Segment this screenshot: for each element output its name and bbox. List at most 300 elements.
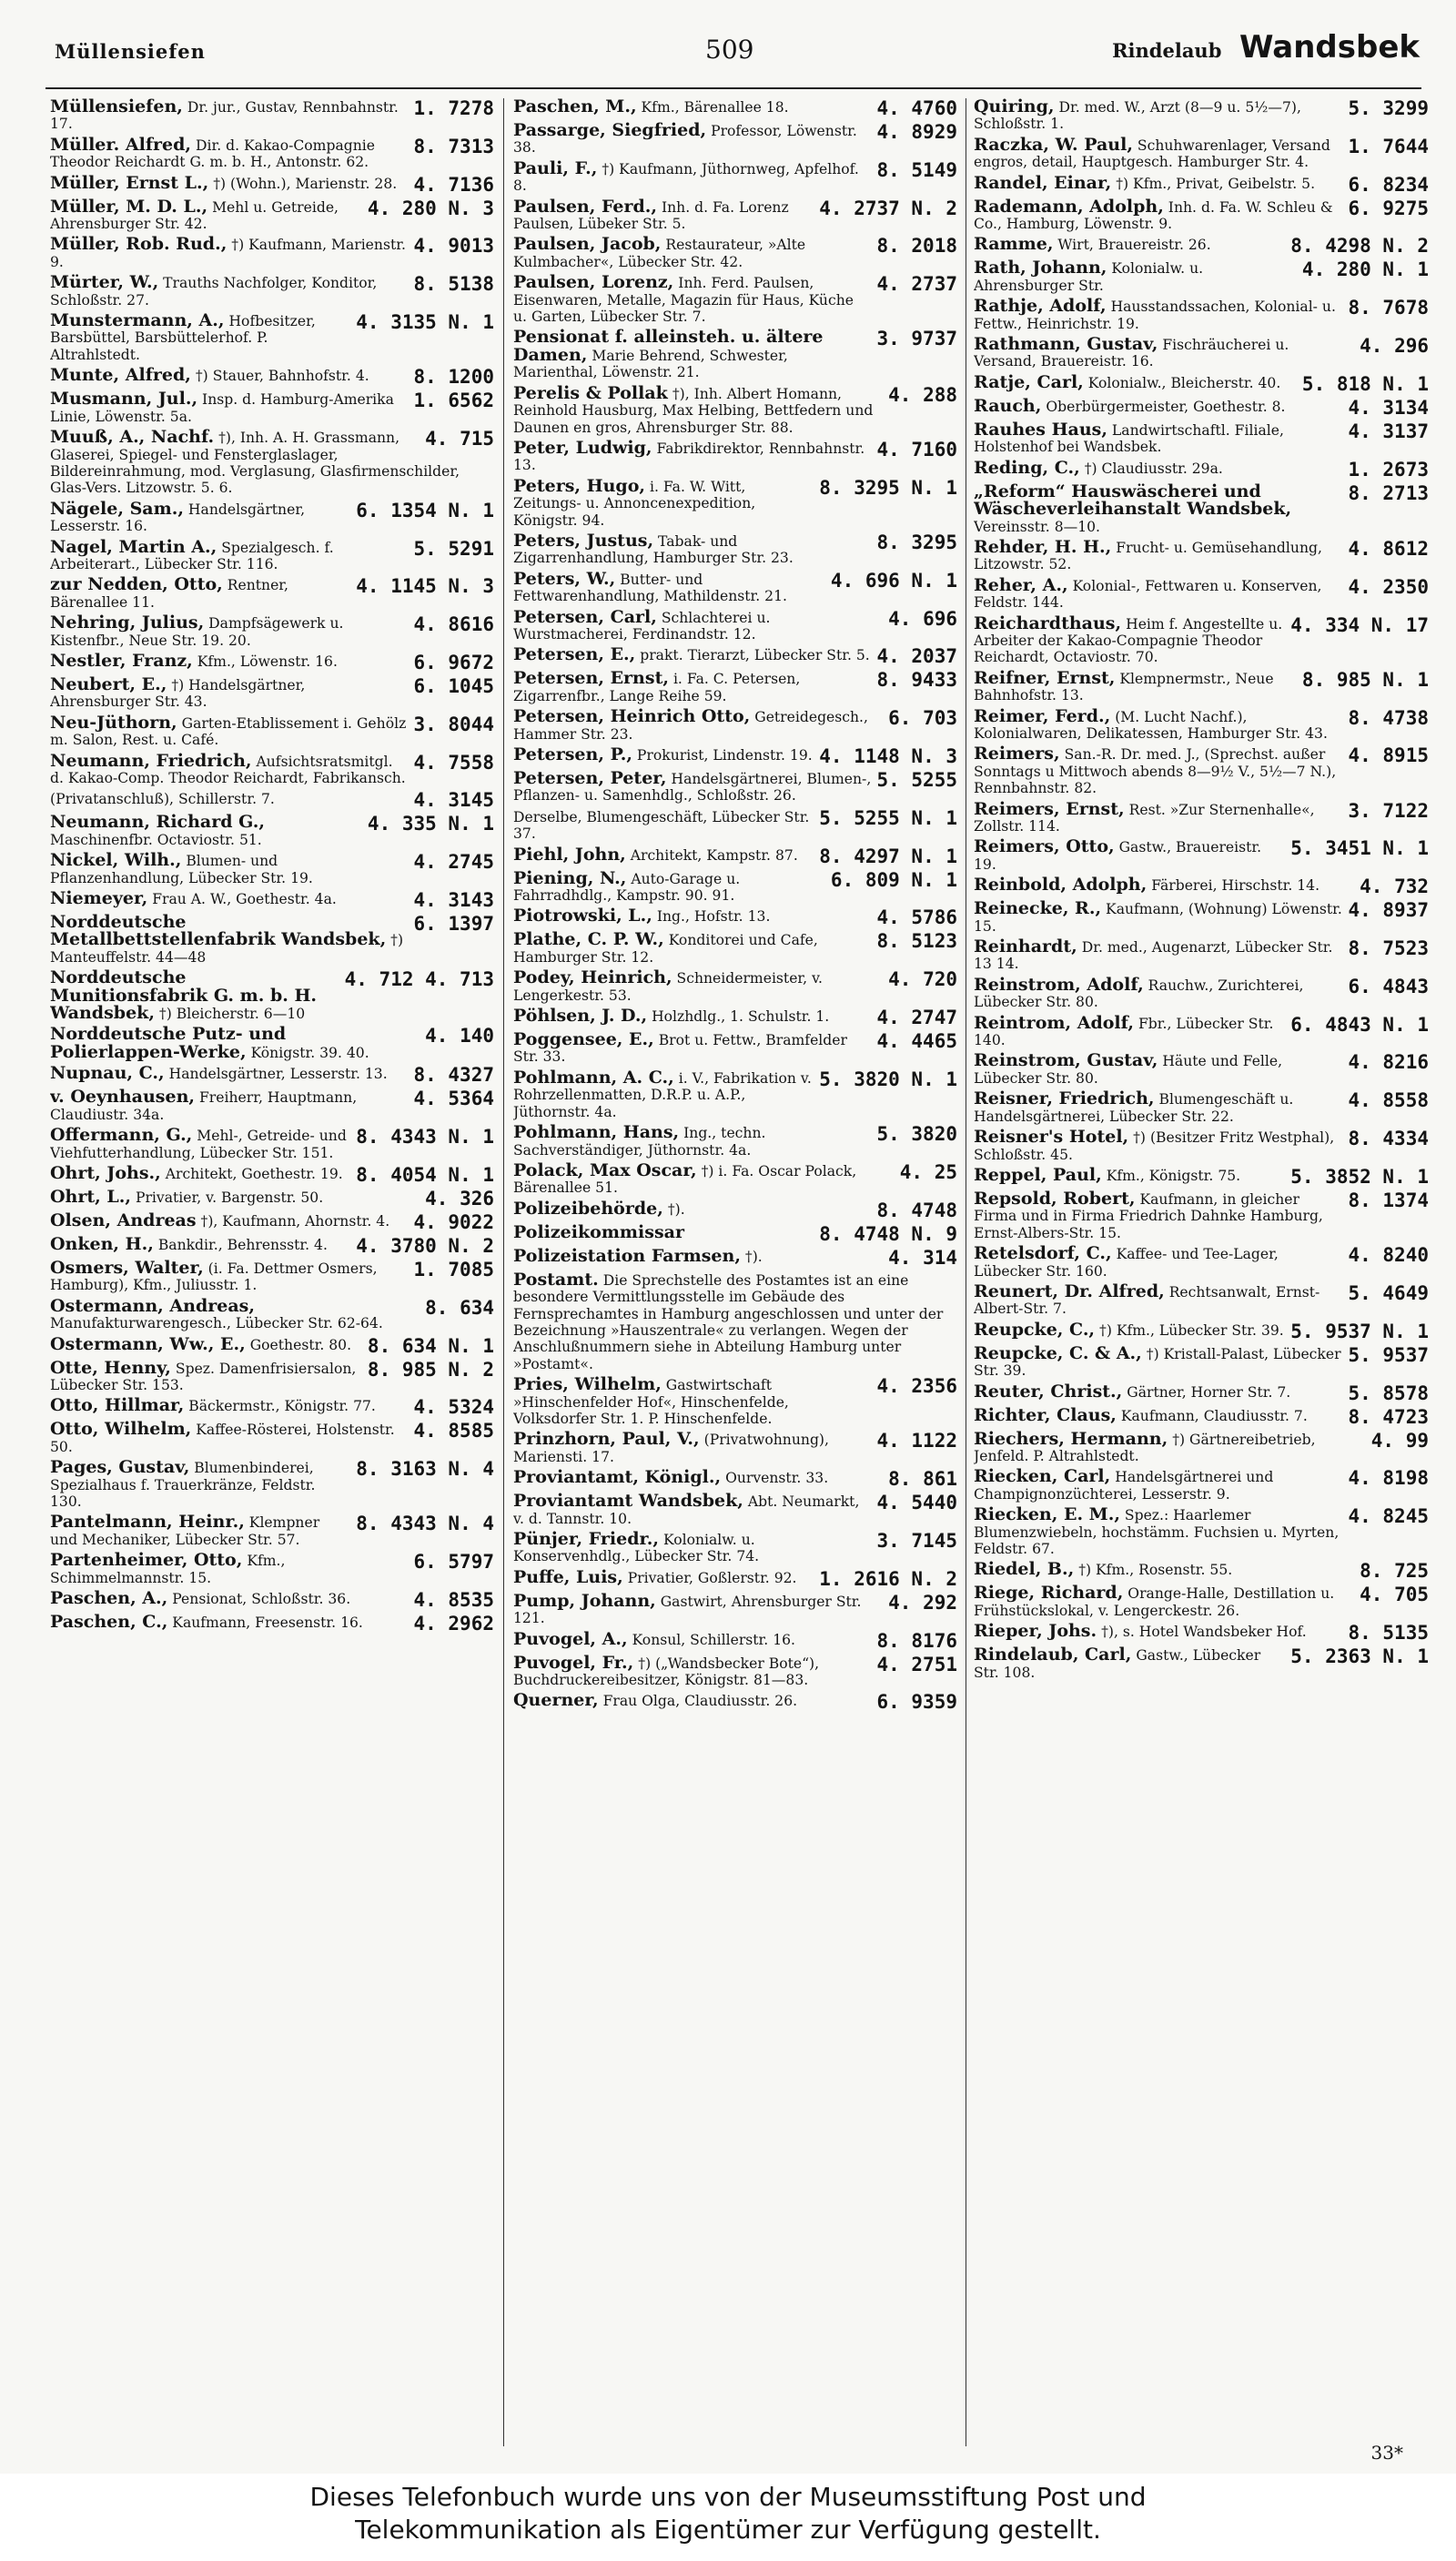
subscriber-name: Müller, Rob. Rud., [50,234,228,255]
directory-entry [50,1614,494,1634]
subscriber-details: Privatier, v. Bargenstr. 50. [135,1189,324,1206]
phone-number: 4. 8558 [1348,1089,1429,1112]
directory-entry [50,1513,494,1548]
phone-number: 4. 334 N. 17 [1290,613,1429,636]
subscriber-name: Reifner, Ernst, [974,667,1116,688]
subscriber-name: Riecken, Carl, [974,1466,1111,1487]
phone-number: 8. 1374 [1348,1189,1429,1211]
directory-entry [50,367,494,387]
subscriber-name: Neumann, Friedrich, [50,750,252,771]
directory-entry [974,336,1429,370]
directory-entry [50,969,494,1022]
directory-entry [513,475,957,529]
subscriber-name: Peter, Ludwig, [513,437,652,458]
directory-entry [513,274,957,325]
directory-entry [50,1233,494,1257]
directory-entry [513,1493,957,1527]
directory-entry [50,576,494,611]
subscriber-name: Müller, M. D. L., [50,196,208,217]
subscriber-details: Dir. d. Kakao-Compagnie Theodor Reichardt G. m. b. H., Antonstr. 62. [50,137,375,171]
subscriber-details: Handelsgärtner, Lesserstr. 16. [50,501,306,535]
signature-mark: 33* [1370,2442,1403,2464]
phone-number: 5. 5291 [413,537,494,560]
header-last-entry: Rindelaub [1112,39,1222,62]
subscriber-name: Reunert, Dr. Alfred, [974,1280,1165,1301]
phone-number: 4. 732 [1360,876,1429,898]
subscriber-details: (Privatanschluß), Schillerstr. 7. [50,791,275,808]
subscriber-details: Schuhwarenlager, Versand engros, detail, Hauptgesch. Hamburger Str. 4. [974,137,1330,171]
directory-entry [50,814,494,848]
subscriber-details: Rauchw., Zurichterei, Lübecker Str. 80. [974,977,1304,1011]
phone-number: 8. 2713 [1348,481,1429,504]
phone-number: 1. 7278 [413,98,494,119]
directory-entry [50,914,494,966]
phone-number: 8. 5135 [1348,1622,1429,1645]
subscriber-details: Rest. »Zur Sternenhalle«, Zollstr. 114. [974,801,1315,835]
directory-entry [513,1221,957,1245]
directory-entry [513,568,957,605]
subscriber-details: Kolonial-, Fettwaren u. Konserven, Feldstr. 144. [974,577,1322,612]
subscriber-name: Pohlmann, Hans, [513,1122,680,1143]
subscriber-name: Reimers, Otto, [974,836,1115,857]
directory-entry [513,846,957,866]
directory-entry [50,852,494,886]
subscriber-details: Butter- und Fettwarenhandlung, Mathildenstr. 21. [513,571,787,605]
subscriber-details: Fabrikdirektor, Rennbahnstr. 13. [513,440,865,474]
directory-entry [50,429,494,497]
subscriber-name: Polack, Max Oscar, [513,1159,697,1180]
subscriber-name: Rindelaub, Carl, [974,1645,1132,1665]
subscriber-details: Frau A. W., Goethestr. 4a. [152,891,337,908]
subscriber-details: Blumenbinderei, Spezialhaus f. Trauerkränze, Feldstr. 130. [50,1460,316,1510]
directory-entry [513,670,957,704]
directory-entry [974,667,1429,704]
phone-number: 4. 705 [1360,1584,1429,1606]
archive-notice [0,2474,1456,2561]
directory-entry [513,329,957,380]
directory-entry [974,259,1429,294]
subscriber-name: Reisner, Friedrich, [974,1088,1155,1109]
subscriber-details: Gastw., Lübecker Str. 108. [974,1647,1261,1681]
directory-entry [513,1031,957,1066]
subscriber-name: Passarge, Siegfried, [513,120,707,140]
subscriber-name: Reupcke, C. & A., [974,1342,1142,1363]
phone-number: 6. 1045 [413,674,494,697]
subscriber-name: Poggensee, E., [513,1029,654,1050]
directory-entry [974,705,1429,743]
subscriber-name: Reisner's Hotel, [974,1127,1129,1148]
subscriber-name: Peters, W., [513,568,616,589]
phone-number: 4. 8240 [1348,1244,1429,1267]
phone-number: 3. 8044 [413,713,494,735]
phone-number: 5. 5255 [876,769,957,791]
header-running-head: Müllensiefen [55,40,206,63]
subscriber-name: Neubert, E., [50,673,167,694]
subscriber-details: †) i. Fa. Oscar Polack, Bärenallee 51. [513,1162,857,1197]
subscriber-details: †) Kfm., Rosenstr. 55. [1078,1562,1233,1579]
phone-number: 4. 715 [425,428,494,450]
subscriber-name: Paulsen, Ferd., [513,196,658,217]
phone-number: 4. 2037 [876,645,957,668]
subscriber-details: Kolonialw. u. Ahrensburger Str. [974,260,1204,294]
subscriber-details: †), Inh. A. H. Grassmann, Glaserei, Spiegel- und Fensterglaslager, Bildereinrahmung, mod. Verglasung, Glasfirmenschilder, Glas-Vers. Litzowstr. 5. 6. [50,430,460,497]
subscriber-name: Petersen, Ernst, [513,668,669,689]
subscriber-details: Wirt, Brauereistr. 26. [1057,237,1211,254]
directory-entry [974,1468,1429,1503]
subscriber-details: Kaufmann, Claudiusstr. 7. [1120,1407,1308,1424]
subscriber-details: Fbr., Lübecker Str. 140. [974,1015,1274,1049]
directory-entry [974,1428,1429,1465]
phone-number: 8. 861 [888,1468,957,1491]
directory-entry [50,1552,494,1586]
directory-entry [974,1012,1429,1049]
phone-number: 3. 9737 [876,328,957,350]
subscriber-name: Piotrowski, L., [513,906,652,926]
subscriber-name: Nickel, Wilh., [50,850,182,871]
directory-entry [513,1652,957,1689]
subscriber-name: Reinbold, Adolph, [974,875,1148,896]
directory-entry [50,673,494,711]
phone-number: 4. 8245 [1348,1505,1429,1528]
phone-number: 4. 696 N. 1 [830,569,957,592]
subscriber-name: Nagel, Martin A., [50,536,217,557]
subscriber-details: Frau Olga, Claudiusstr. 26. [602,1693,798,1710]
phone-number: 4. 2747 [876,1007,957,1029]
phone-number: 1. 7644 [1348,135,1429,157]
phone-number: 4. 7160 [876,438,957,461]
subscriber-details: Landwirtschaftl. Filiale, Holstenhof bei Wandsbek. [974,421,1284,456]
phone-number: 5. 9537 N. 1 [1290,1320,1429,1342]
subscriber-name: Ostermann, Andreas, [50,1295,255,1316]
phone-number: 4. 5324 [413,1396,494,1419]
directory-entry [50,198,494,233]
directory-entry [50,172,494,196]
subscriber-details: Privatier, Goßlerstr. 92. [627,1569,797,1586]
subscriber-details: Auto-Garage u. Fahrradhdlg., Kampstr. 90. 91. [513,870,741,905]
phone-number: 8. 4297 N. 1 [819,845,957,867]
subscriber-details: †), Inh. Albert Homann, Reinhold Hausburg, Max Helbing, Bettfedern und Daunen en gros, Ahrensburger Str. 88. [513,385,874,436]
subscriber-details: Derselbe, Blumengeschäft, Lübecker Str. 37. [513,808,810,843]
subscriber-name: Puffe, Luis, [513,1566,623,1587]
directory-entry [974,938,1429,973]
phone-number: 4. 25 [899,1160,957,1183]
phone-number: 4. 7136 [413,173,494,196]
phone-number: 4. 292 [888,1591,957,1614]
directory-entry [50,1127,494,1161]
directory-entry [513,931,957,966]
phone-number: 6. 1354 N. 1 [356,499,494,521]
subscriber-details: (Privatwohnung), Mariensti. 17. [513,1432,829,1465]
subscriber-name: Ohrt, Johs., [50,1162,161,1183]
phone-number: 4. 280 N. 3 [367,197,494,219]
subscriber-details: Kfm., Schimmelmannstr. 15. [50,1553,286,1586]
directory-entry [50,536,494,573]
phone-number: 5. 2363 N. 1 [1290,1645,1429,1668]
subscriber-name: Otto, Hillmar, [50,1395,185,1416]
subscriber-details: Kfm., Löwenstr. 16. [197,653,338,670]
phone-number: 8. 4738 [1348,706,1429,729]
subscriber-name: Nestler, Franz, [50,650,193,671]
subscriber-details: Inh. Ferd. Paulsen, Eisenwaren, Metalle, Magazin für Haus, Küche u. Garten, Lübecker Str. 7. [513,275,854,326]
page-header [55,27,1420,82]
subscriber-name: Querner, [513,1690,599,1711]
directory-entry [513,770,957,805]
subscriber-details: Dr. med., Augenarzt, Lübecker Str. 13 14. [974,939,1333,973]
subscriber-name: Pünjer, Friedr., [513,1529,659,1549]
subscriber-name: Riedel, B., [974,1559,1075,1580]
subscriber-name: Petersen, Carl, [513,606,657,627]
subscriber-name: Reuter, Christ., [974,1381,1123,1402]
directory-entry [974,421,1429,456]
archive-notice-line-2: Telekommunikation als Eigentümer zur Verfügung gestellt. [355,2515,1101,2545]
subscriber-name: Pages, Gustav, [50,1457,190,1478]
subscriber-details: Professor, Löwenstr. 38. [513,123,857,157]
directory-entry [974,1404,1429,1428]
directory-entry [50,236,494,270]
directory-entry [513,236,957,270]
directory-entry [50,1186,494,1210]
directory-entry [974,900,1429,935]
phone-number: 4. 8216 [1348,1051,1429,1074]
subscriber-details: Dr. med. W., Arzt (8—9 u. 5½—7), Schloßstr. 1. [974,99,1301,133]
subscriber-name: Plathe, C. P. W., [513,929,664,950]
directory-entry [50,312,494,363]
subscriber-name: Puvogel, A., [513,1628,628,1649]
subscriber-details: Rentner, Bärenallee 11. [50,577,288,611]
subscriber-name: Riege, Richard, [974,1583,1124,1604]
subscriber-name: Puvogel, Fr., [513,1652,634,1673]
subscriber-name: Osmers, Walter, [50,1257,204,1278]
subscriber-details: Tabak- und Zigarrenhandlung, Hamburger Str. 23. [513,532,794,567]
directory-entry [50,98,494,133]
directory-entry [974,457,1429,481]
directory-entry [513,1124,957,1159]
subscriber-details: Klempnermstr., Neue Bahnhofstr. 13. [974,670,1274,704]
subscriber-name: Reher, A., [974,574,1068,595]
directory-entry [513,382,957,436]
subscriber-details: Kaffee- und Tee-Lager, Lübecker Str. 160. [974,1246,1279,1280]
header-range [1112,29,1420,66]
subscriber-name: Polizeibehörde, [513,1198,663,1219]
directory-entry [50,1295,494,1332]
subscriber-details: Kfm., Königstr. 75. [1106,1167,1241,1184]
phone-number: 4. 8937 [1348,899,1429,922]
directory-entry [513,1628,957,1652]
directory-entry [513,1431,957,1465]
directory-entry [50,790,494,810]
subscriber-details: Konsul, Schillerstr. 16. [632,1631,796,1648]
subscriber-details: †) Kfm., Lübecker Str. 39. [1099,1321,1284,1339]
subscriber-details: Hofbesitzer, Barsbüttel, Barsbüttelerhof. P. Altrahlstedt. [50,313,316,363]
subscriber-name: Reimer, Ferd., [974,705,1111,726]
directory-entry [513,1531,957,1565]
subscriber-name: Paschen, M., [513,98,637,116]
phone-number: 4. 4760 [876,98,957,119]
directory-entry [50,750,494,787]
subscriber-details: Freiherr, Hauptmann, Claudiustr. 34a. [50,1089,358,1123]
subscriber-name: Müller, Ernst L., [50,172,209,193]
phone-number: 6. 4843 N. 1 [1290,1013,1429,1036]
subscriber-name: Niemeyer, [50,888,148,909]
directory-entry [50,1065,494,1085]
phone-number: 8. 4327 [413,1064,494,1087]
subscriber-details: Kolonialw. u. Konservenhdlg., Lübecker Str. 74. [513,1532,760,1565]
subscriber-details: Getreidegesch., Hammer Str. 23. [513,709,868,743]
phone-number: 8. 3295 N. 1 [819,476,957,499]
subscriber-details: Architekt, Kampstr. 87. [630,846,798,864]
subscriber-details: Marie Behrend, Schwester, Marienthal, Löwenstr. 21. [513,347,788,381]
directory-entry [50,1397,494,1417]
subscriber-details: Spezialgesch. f. Arbeiterart., Lübecker Str. 116. [50,539,334,572]
subscriber-details: †) Kaufmann, Jüthornweg, Apfelhof. 8. [513,160,859,195]
subscriber-name: Pries, Wilhelm, [513,1374,662,1395]
directory-entry [50,890,494,910]
phone-number: 8. 3295 [876,531,957,553]
phone-number: 8. 4298 N. 2 [1290,235,1429,258]
subscriber-name: Muuß, A., Nachf. [50,427,215,448]
subscriber-details: Dr. jur., Gustav, Rennbahnstr. 17. [50,99,399,133]
subscriber-name: Peters, Hugo, [513,475,646,496]
subscriber-name: Norddeutsche Putz- und Polierlappen-Werke, [50,1024,287,1062]
phone-number: 8. 1200 [413,366,494,389]
phone-number: 8. 5149 [876,158,957,181]
phone-number: 4. 2350 [1348,575,1429,598]
subscriber-name: Petersen, P., [513,744,632,764]
directory-entry [50,1421,494,1455]
subscriber-name: Pump, Johann, [513,1590,656,1611]
directory-entry [513,1271,957,1372]
directory-entry [513,1469,957,1489]
subscriber-name: Olsen, Andreas [50,1210,197,1230]
subscriber-details: Hausstandssachen, Kolonial- u. Fettw., Heinrichstr. 19. [974,299,1336,332]
phone-number: 5. 5255 N. 1 [819,806,957,829]
phone-number: 4. 3137 [1348,420,1429,442]
phone-number: 4. 335 N. 1 [367,813,494,835]
subscriber-details: †). [667,1200,685,1218]
phone-number: 8. 725 [1360,1560,1429,1583]
directory-entry [513,198,957,233]
directory-entry [974,298,1429,332]
subscriber-details: Prokurist, Lindenstr. 19. [636,747,813,764]
directory-entry [974,1321,1429,1341]
subscriber-name: Reichardthaus, [974,612,1122,633]
subscriber-name: Randel, Einar, [974,172,1112,193]
phone-number: 5. 4649 [1348,1281,1429,1304]
subscriber-name: Repsold, Robert, [974,1188,1136,1209]
directory-entry [974,612,1429,666]
subscriber-name: Petersen, E., [513,644,636,665]
directory-entry [974,574,1429,612]
subscriber-name: Reinhardt, [974,936,1077,957]
subscriber-name: Polizeikommissar [513,1221,684,1242]
phone-number: 4. 5440 [876,1492,957,1514]
phone-number: 8. 8176 [876,1629,957,1652]
phone-number: 8. 634 [425,1296,494,1319]
phone-number: 8. 7678 [1348,297,1429,319]
subscriber-details: Insp. d. Hamburg-Amerika Linie, Löwenstr. 5a. [50,391,394,425]
subscriber-name: Reimers, [974,744,1060,764]
phone-number: 4. 296 [1360,335,1429,358]
subscriber-name: „Reform“ Hauswäscherei und Wäscheverleihanstalt Wandsbek, [974,481,1292,520]
directory-entry [974,798,1429,835]
subscriber-details: Fischräucherei u. Versand, Brauereistr. 16. [974,337,1289,370]
subscriber-name: Pensionat f. alleinsteh. u. ältere Damen, [513,327,824,365]
subscriber-name: Reintrom, Adolf, [974,1012,1134,1033]
phone-number: 4. 8616 [413,613,494,636]
phone-number: 4. 1148 N. 3 [819,745,957,767]
phone-number: 6. 5797 [413,1551,494,1574]
subscriber-details: Goethestr. 80. [249,1336,352,1353]
directory-entry [513,1376,957,1427]
subscriber-details: Häute und Felle, Lübecker Str. 80. [974,1053,1283,1087]
subscriber-name: zur Nedden, Otto, [50,574,223,595]
directory-entry [974,134,1429,171]
subscriber-name: Mürter, W., [50,272,159,293]
directory-entry [513,1590,957,1627]
directory-entry [974,98,1429,133]
phone-number: 4. 7558 [413,751,494,774]
directory-entry [50,1088,494,1123]
phone-number: 6. 9672 [413,651,494,673]
subscriber-name: Partenheimer, Otto, [50,1550,243,1571]
directory-entry [513,1692,957,1712]
phone-number: 5. 3299 [1348,98,1429,119]
phone-number: 4. 2737 [876,273,957,296]
subscriber-details: Gärtner, Horner Str. 7. [1127,1383,1291,1401]
subscriber-name: Reinstrom, Adolf, [974,974,1144,995]
subscriber-name: Ostermann, Ww., E., [50,1333,246,1354]
phone-number: 6. 809 N. 1 [830,868,957,891]
subscriber-details: Färberei, Hirschstr. 14. [1151,877,1320,895]
subscriber-details: Brot u. Fettw., Bramfelder Str. 33. [513,1032,847,1066]
directory-column-2 [513,98,957,2446]
subscriber-name: Pöhlsen, J. D., [513,1006,648,1027]
phone-number: 4. 3780 N. 2 [356,1234,494,1257]
directory-entry [974,974,1429,1011]
directory-entry [513,122,957,157]
phone-number: 8. 4723 [1348,1405,1429,1428]
subscriber-details: Restaurateur, »Alte Kulmbacher«, Lübecker Str. 42. [513,237,806,270]
directory-entry [974,1383,1429,1403]
directory-entry [974,838,1429,873]
subscriber-name: Munstermann, A., [50,310,225,331]
subscriber-name: Reinecke, R., [974,898,1102,919]
phone-number: 4. 314 [888,1246,957,1269]
directory-entry [513,1069,957,1120]
directory-entry [974,1561,1429,1581]
subscriber-details: Rechtsanwalt, Ernst-Albert-Str. 7. [974,1283,1320,1318]
subscriber-details: †). [744,1248,763,1265]
phone-number: 5. 3451 N. 1 [1290,837,1429,860]
subscriber-name: Reding, C., [974,457,1080,478]
subscriber-details: Kfm., Bärenallee 18. [641,99,789,116]
subscriber-details: †) Claudiusstr. 29a. [1084,460,1223,477]
subscriber-details: Königstr. 39. 40. [250,1044,369,1061]
subscriber-name: Paschen, A., [50,1588,168,1608]
subscriber-details: †) Manteuffelstr. 44—48 [50,932,404,966]
phone-number: 4. 8915 [1348,744,1429,767]
phone-number: 4. 1145 N. 3 [356,575,494,598]
subscriber-name: Rathmann, Gustav, [974,334,1158,355]
subscriber-name: Otto, Wilhelm, [50,1419,192,1440]
directory-entry [50,1459,494,1510]
directory-entry [513,1566,957,1590]
subscriber-name: Rauhes Haus, [974,419,1107,440]
subscriber-name: Polizeistation Farmsen, [513,1245,741,1266]
subscriber-name: Peters, Justus, [513,530,654,551]
subscriber-details: †), s. Hotel Wandsbeker Hof. [1101,1624,1307,1641]
subscriber-name: Ramme, [974,234,1054,255]
